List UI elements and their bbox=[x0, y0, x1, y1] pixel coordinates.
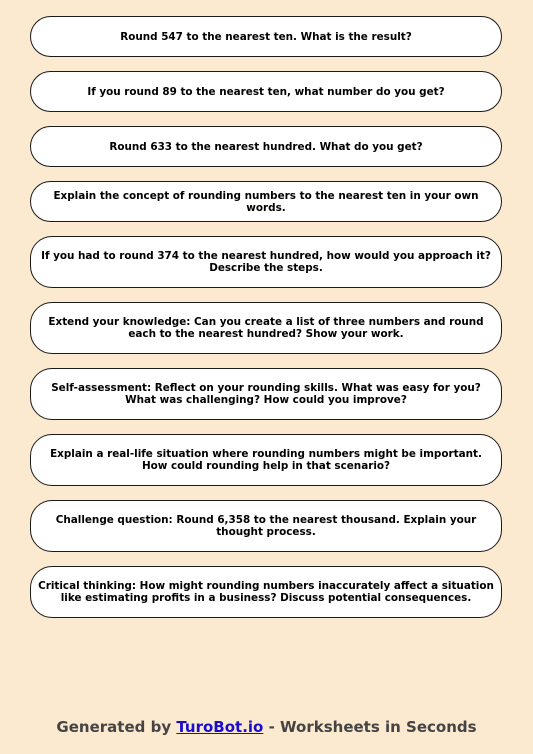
turobot-link[interactable]: TuroBot.io bbox=[176, 718, 264, 736]
question-card-3: Round 633 to the nearest hundred. What do you get? bbox=[30, 126, 502, 167]
question-card-5: If you had to round 374 to the nearest hundred, how would you approach it? Describe the steps. bbox=[30, 236, 502, 288]
question-card-4: Explain the concept of rounding numbers to the nearest ten in your own words. bbox=[30, 181, 502, 222]
footer bbox=[0, 718, 533, 736]
question-card-2: If you round 89 to the nearest ten, what number do you get? bbox=[30, 71, 502, 112]
footer-suffix: - Worksheets in Seconds bbox=[263, 718, 477, 736]
question-card-10: Critical thinking: How might rounding numbers inaccurately affect a situation like estimating profits in a business? Discuss potential consequences. bbox=[30, 566, 502, 618]
footer-prefix: Generated by bbox=[56, 718, 177, 736]
question-card-9: Challenge question: Round 6,358 to the nearest thousand. Explain your thought process. bbox=[30, 500, 502, 552]
question-card-6: Extend your knowledge: Can you create a list of three numbers and round each to the nearest hundred? Show your work. bbox=[30, 302, 502, 354]
question-card-8: Explain a real-life situation where rounding numbers might be important. How could rounding help in that scenario? bbox=[30, 434, 502, 486]
question-card-7: Self-assessment: Reflect on your rounding skills. What was easy for you? What was challenging? How could you improve? bbox=[30, 368, 502, 420]
question-list bbox=[30, 16, 502, 618]
question-card-1: Round 547 to the nearest ten. What is the result? bbox=[30, 16, 502, 57]
